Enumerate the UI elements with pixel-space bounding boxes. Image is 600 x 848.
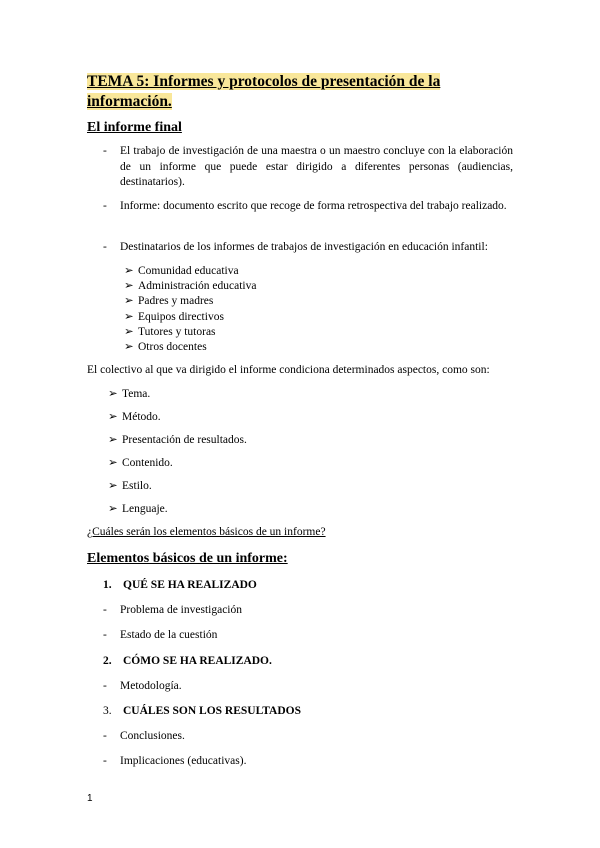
list-item [103,755,246,767]
list-item-text: Contenido. [122,457,173,469]
collective-paragraph: El colectivo al que va dirigido el informe condiciona determinados aspectos, como son: [87,364,490,376]
list-item-text: Informe: documento escrito que recoge de forma retrospectiva del trabajo realizado. [120,200,507,212]
list-item-text: Administración educativa [138,280,257,293]
list-item-text: Destinatarios de los informes de trabajos de investigación en educación infantil: [120,241,488,253]
list-item-text: Estilo. [122,480,152,492]
list-number: 3. [103,705,112,717]
list-number: 1. [103,579,112,591]
list-item-text: Implicaciones (educativas). [120,755,247,767]
list-item [103,604,242,616]
list-item-text: Comunidad educativa [138,265,239,277]
list-item-text: Conclusiones. [120,730,185,742]
arrow-icon: ➢ [124,325,134,338]
list-item [103,680,182,692]
dash-bullet: - [103,755,107,767]
page-title [87,72,514,112]
list-item [103,144,513,192]
arrow-icon: ➢ [124,341,134,354]
dash-bullet: - [103,200,107,212]
list-item-text: Metodología. [120,680,182,692]
list-item [103,240,513,256]
list-item [103,199,513,231]
page-number: 1 [87,793,93,804]
list-item [124,310,256,325]
list-item [108,387,150,402]
list-item [108,410,161,425]
list-item [108,433,247,448]
list-item-text: Tutores y tutoras [138,325,216,338]
list-item-text: Método. [122,411,161,423]
dash-bullet: - [103,145,107,157]
arrow-icon: ➢ [108,434,118,446]
list-item [103,629,217,641]
numbered-heading-text: CUÁLES SON LOS RESULTADOS [123,705,301,717]
arrow-icon: ➢ [124,310,134,323]
arrow-icon: ➢ [108,480,118,492]
list-item-text: Estado de la cuestión [120,629,218,641]
list-item [124,294,256,309]
recipients-list [124,264,256,355]
numbered-heading-text: QUÉ SE HA REALIZADO [123,579,257,591]
numbered-heading [103,579,257,591]
numbered-heading-text: CÓMO SE HA REALIZADO. [123,655,272,667]
list-item-text: Tema. [122,388,151,400]
list-item-text: Presentación de resultados. [122,434,247,446]
arrow-icon: ➢ [124,280,134,293]
list-item-text: Otros docentes [138,341,207,354]
arrow-icon: ➢ [108,388,118,400]
arrow-icon: ➢ [108,411,118,423]
section-heading-informe-final: El informe final [87,120,182,135]
arrow-icon: ➢ [108,457,118,469]
list-item [124,325,256,340]
list-item [124,279,256,294]
arrow-icon: ➢ [124,295,134,308]
numbered-heading [103,705,301,717]
list-item [124,340,256,355]
list-item [124,264,256,279]
dash-bullet: - [103,629,107,641]
list-item-text: Padres y madres [138,295,214,308]
list-item [108,502,168,517]
dash-bullet: - [103,680,107,692]
list-item [108,456,173,471]
list-item [108,479,152,494]
list-item-text: Problema de investigación [120,604,242,616]
dash-bullet: - [103,604,107,616]
list-item-text: El trabajo de investigación de una maestra o un maestro concluye con la elaboración de un informe que puede estar dirigido a diferentes personas (audiencias, destinatarios). [120,145,513,188]
list-item-text: Equipos directivos [138,310,224,323]
list-item-text: Lenguaje. [122,503,168,515]
dash-bullet: - [103,241,107,253]
arrow-icon: ➢ [108,503,118,515]
dash-bullet: - [103,730,107,742]
numbered-heading [103,655,272,667]
arrow-icon: ➢ [124,265,134,277]
section-heading-elementos: Elementos básicos de un informe: [87,551,288,566]
list-item [103,730,185,742]
question-text: ¿Cuáles serán los elementos básicos de un informe? [87,526,326,538]
title-line-1: TEMA 5: Informes y protocolos de presentación de la [87,73,441,90]
title-line-2: información. [87,93,172,110]
list-number: 2. [103,655,112,667]
